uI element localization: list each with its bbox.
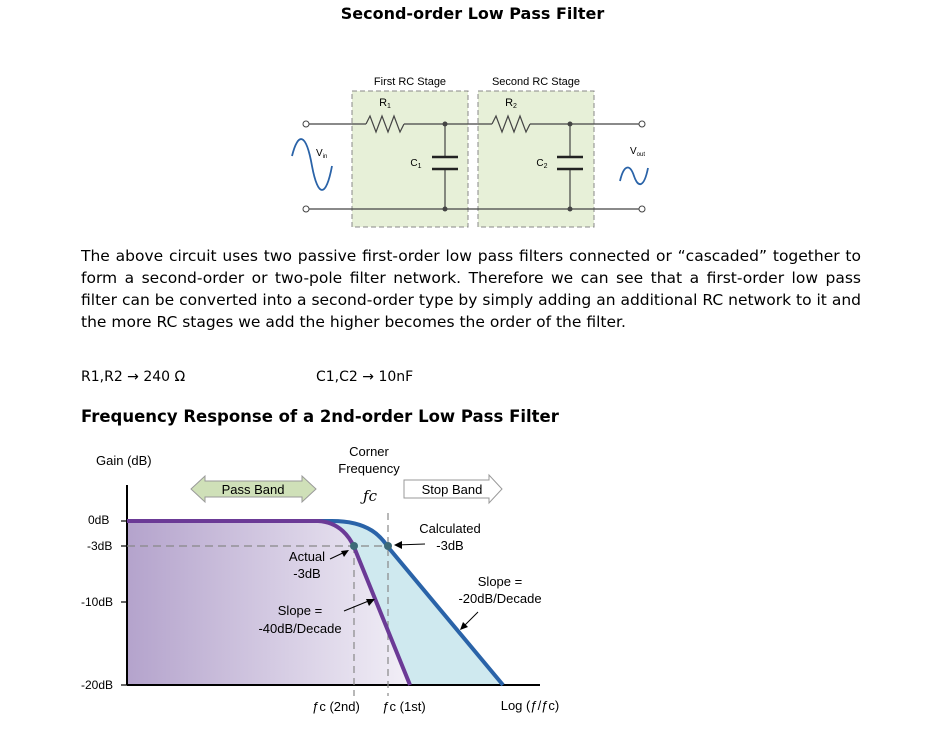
fc-label: ƒc [363,487,377,505]
vin-label: $V_{in}$ [316,148,328,160]
calculated-label-line1: Calculated [419,521,481,536]
slope-20-label-line2: -20dB/Decade [458,591,542,606]
section-title: Frequency Response of a 2nd-order Low Pass Filter [81,407,559,426]
actual-3db-point [350,542,358,550]
capacitor-values: C1,C2 → 10nF [316,369,414,385]
first-stage-label: First RC Stage [373,76,447,88]
actual-label-line2: -3dB [293,566,321,581]
vout-label: $V_{out}$ [630,146,646,158]
second-stage-label: Second RC Stage [491,76,581,88]
r2-label: R2 [505,97,517,110]
frequency-response-graph [70,438,590,728]
c2-label: $C_2$ [536,158,548,170]
r1-label: R1 [379,97,391,110]
y-tick-10db: -10dB [81,595,114,609]
y-tick-3db: -3dB [87,539,113,553]
output-terminal-top [639,121,645,127]
page-title: Second-order Low Pass Filter [340,4,605,23]
y-axis-label: Gain (dB) [96,453,152,468]
calculated-3db-point [384,542,392,550]
input-sine-wave [292,139,332,190]
resistor-values: R1,R2 → 240 Ω [81,369,186,385]
input-terminal-top [303,121,309,127]
description-paragraph: The above circuit uses two passive first-order low pass filters connected or “cascaded” together to form a second-order or two-pole filter network. Therefore we can see that a first-order low pass filter can be converted into a second-order type by simply adding an additional RC network to it and the more RC stages we add the higher becomes the order of the filter. [81,247,861,331]
corner-frequency-label-line2: Frequency [338,461,400,476]
x-axis-label: Log (ƒ/ƒc) [500,698,560,713]
c1-label: $C_1$ [410,158,422,170]
corner-frequency-label-line1: Corner [349,444,389,459]
circuit-diagram [280,68,660,228]
slope-20-label-line1: Slope = [477,574,523,589]
x-tick-fc-2nd: ƒc (2nd) [312,699,360,714]
slope-40-label-line1: Slope = [277,603,323,618]
slope-40-label-line2: -40dB/Decade [258,621,342,636]
pass-band-label: Pass Band [221,482,285,497]
y-tick-20db: -20dB [81,678,114,692]
x-tick-fc-1st: ƒc (1st) [382,699,426,714]
actual-label-line1: Actual [288,549,326,564]
output-sine-wave [620,168,648,185]
y-tick-0db: 0dB [88,513,110,527]
calculated-label-line2: -3dB [436,538,464,553]
stop-band-label: Stop Band [421,482,483,497]
output-terminal-bottom [639,206,645,212]
input-terminal-bottom [303,206,309,212]
